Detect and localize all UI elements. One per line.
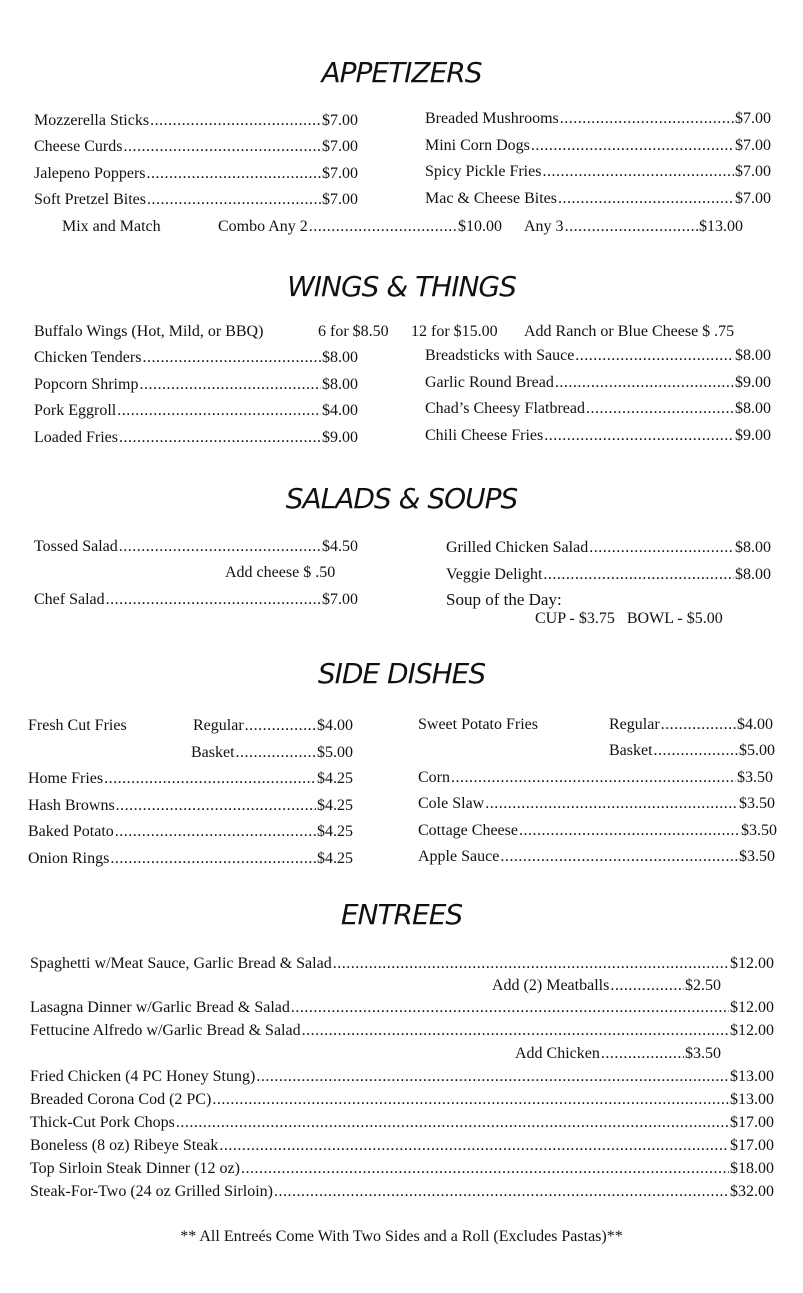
menu-item: Breaded Mushrooms ..... $7.00 xyxy=(425,109,771,129)
menu-item: Home Fries ..... $4.25 xyxy=(28,769,353,789)
menu-item: Popcorn Shrimp ..... $8.00 xyxy=(34,375,358,395)
soup-label: Soup of the Day: xyxy=(446,590,562,609)
menu-item: Soft Pretzel Bites ..... $7.00 xyxy=(34,190,358,210)
appetizers-heading: APPETIZERS xyxy=(321,56,482,89)
menu-item: Steak-For-Two (24 oz Grilled Sirloin) ..... $32.00 xyxy=(30,1182,774,1202)
menu-item: Fried Chicken (4 PC Honey Stung) ..... $13.00 xyxy=(30,1067,774,1087)
menu-item: Mac & Cheese Bites ..... $7.00 xyxy=(425,189,771,209)
wings-heading: WINGS & THINGS xyxy=(287,270,516,303)
combo-any-3: Any 3 ..... $13.00 xyxy=(524,217,743,237)
fresh-cut-fries-regular: Regular ..... $4.00 xyxy=(193,716,353,736)
menu-item: Mini Corn Dogs ..... $7.00 xyxy=(425,136,771,156)
menu-item: Garlic Round Bread ..... $9.00 xyxy=(425,373,771,393)
menu-item: Spaghetti w/Meat Sauce, Garlic Bread & Salad ..... $12.00 xyxy=(30,954,774,974)
menu-item: Pork Eggroll ..... $4.00 xyxy=(34,401,358,421)
sweet-potato-fries-basket: Basket ..... $5.00 xyxy=(609,741,775,761)
menu-item: Chad’s Cheesy Flatbread ..... $8.00 xyxy=(425,399,771,419)
menu-item: Baked Potato ..... $4.25 xyxy=(28,822,353,842)
menu-item: Grilled Chicken Salad ..... $8.00 xyxy=(446,538,771,558)
entrees-footer-note: ** All Entreés Come With Two Sides and a Roll (Excludes Pastas)** xyxy=(180,1228,623,1245)
menu-item: Boneless (8 oz) Ribeye Steak ..... $17.00 xyxy=(30,1136,774,1156)
buffalo-wings-addon: Add Ranch or Blue Cheese $ .75 xyxy=(524,323,735,340)
menu-item: Apple Sauce ..... $3.50 xyxy=(418,847,775,867)
menu-item: Fettucine Alfredo w/Garlic Bread & Salad ..... $12.00 xyxy=(30,1021,774,1041)
soup-prices: CUP - $3.75 BOWL - $5.00 xyxy=(535,610,723,627)
fresh-cut-fries-name: Fresh Cut Fries xyxy=(28,717,127,734)
entrees-heading: ENTREES xyxy=(340,898,463,931)
sweet-potato-fries-regular: Regular ..... $4.00 xyxy=(609,715,773,735)
menu-item: Top Sirloin Steak Dinner (12 oz) ..... $18.00 xyxy=(30,1159,774,1179)
add-meatballs: Add (2) Meatballs ..... $2.50 xyxy=(492,976,721,996)
menu-item: Jalepeno Poppers ..... $7.00 xyxy=(34,164,358,184)
buffalo-wings-twelve: 12 for $15.00 xyxy=(411,323,498,340)
combo-label: Mix and Match xyxy=(62,218,161,235)
menu-item: Breadsticks with Sauce ..... $8.00 xyxy=(425,346,771,366)
fresh-cut-fries-basket: Basket ..... $5.00 xyxy=(191,743,353,763)
menu-item: Breaded Corona Cod (2 PC) ..... $13.00 xyxy=(30,1090,774,1110)
menu-item: Spicy Pickle Fries ..... $7.00 xyxy=(425,162,771,182)
sweet-potato-fries-name: Sweet Potato Fries xyxy=(418,716,538,733)
sides-heading: SIDE DISHES xyxy=(317,657,486,690)
buffalo-wings-name: Buffalo Wings (Hot, Mild, or BBQ) xyxy=(34,323,264,340)
cheese-addon: Add cheese $ .50 xyxy=(225,564,336,581)
menu-item: Chili Cheese Fries ..... $9.00 xyxy=(425,426,771,446)
menu-item: Cheese Curds ..... $7.00 xyxy=(34,137,358,157)
menu-item: Cole Slaw ..... $3.50 xyxy=(418,794,775,814)
menu-item: Cottage Cheese ..... $3.50 xyxy=(418,821,777,841)
salads-heading: SALADS & SOUPS xyxy=(285,482,518,515)
combo-any-2: Combo Any 2 ..... $10.00 xyxy=(218,217,502,237)
add-chicken: Add Chicken ..... $3.50 xyxy=(515,1044,721,1064)
menu-item: Mozzerella Sticks ..... $7.00 xyxy=(34,111,358,131)
menu-item: Chef Salad ..... $7.00 xyxy=(34,590,358,610)
buffalo-wings-six: 6 for $8.50 xyxy=(318,323,389,340)
menu-item: Onion Rings ..... $4.25 xyxy=(28,849,353,869)
menu-item: Loaded Fries ..... $9.00 xyxy=(34,428,358,448)
menu-item: Corn ..... $3.50 xyxy=(418,768,773,788)
menu-item: Veggie Delight ..... $8.00 xyxy=(446,565,771,585)
menu-item: Tossed Salad ..... $4.50 xyxy=(34,537,358,557)
menu-item: Thick-Cut Pork Chops ..... $17.00 xyxy=(30,1113,774,1133)
menu-item: Chicken Tenders ..... $8.00 xyxy=(34,348,358,368)
menu-item: Lasagna Dinner w/Garlic Bread & Salad ..... $12.00 xyxy=(30,998,774,1018)
menu-item: Hash Browns ..... $4.25 xyxy=(28,796,353,816)
